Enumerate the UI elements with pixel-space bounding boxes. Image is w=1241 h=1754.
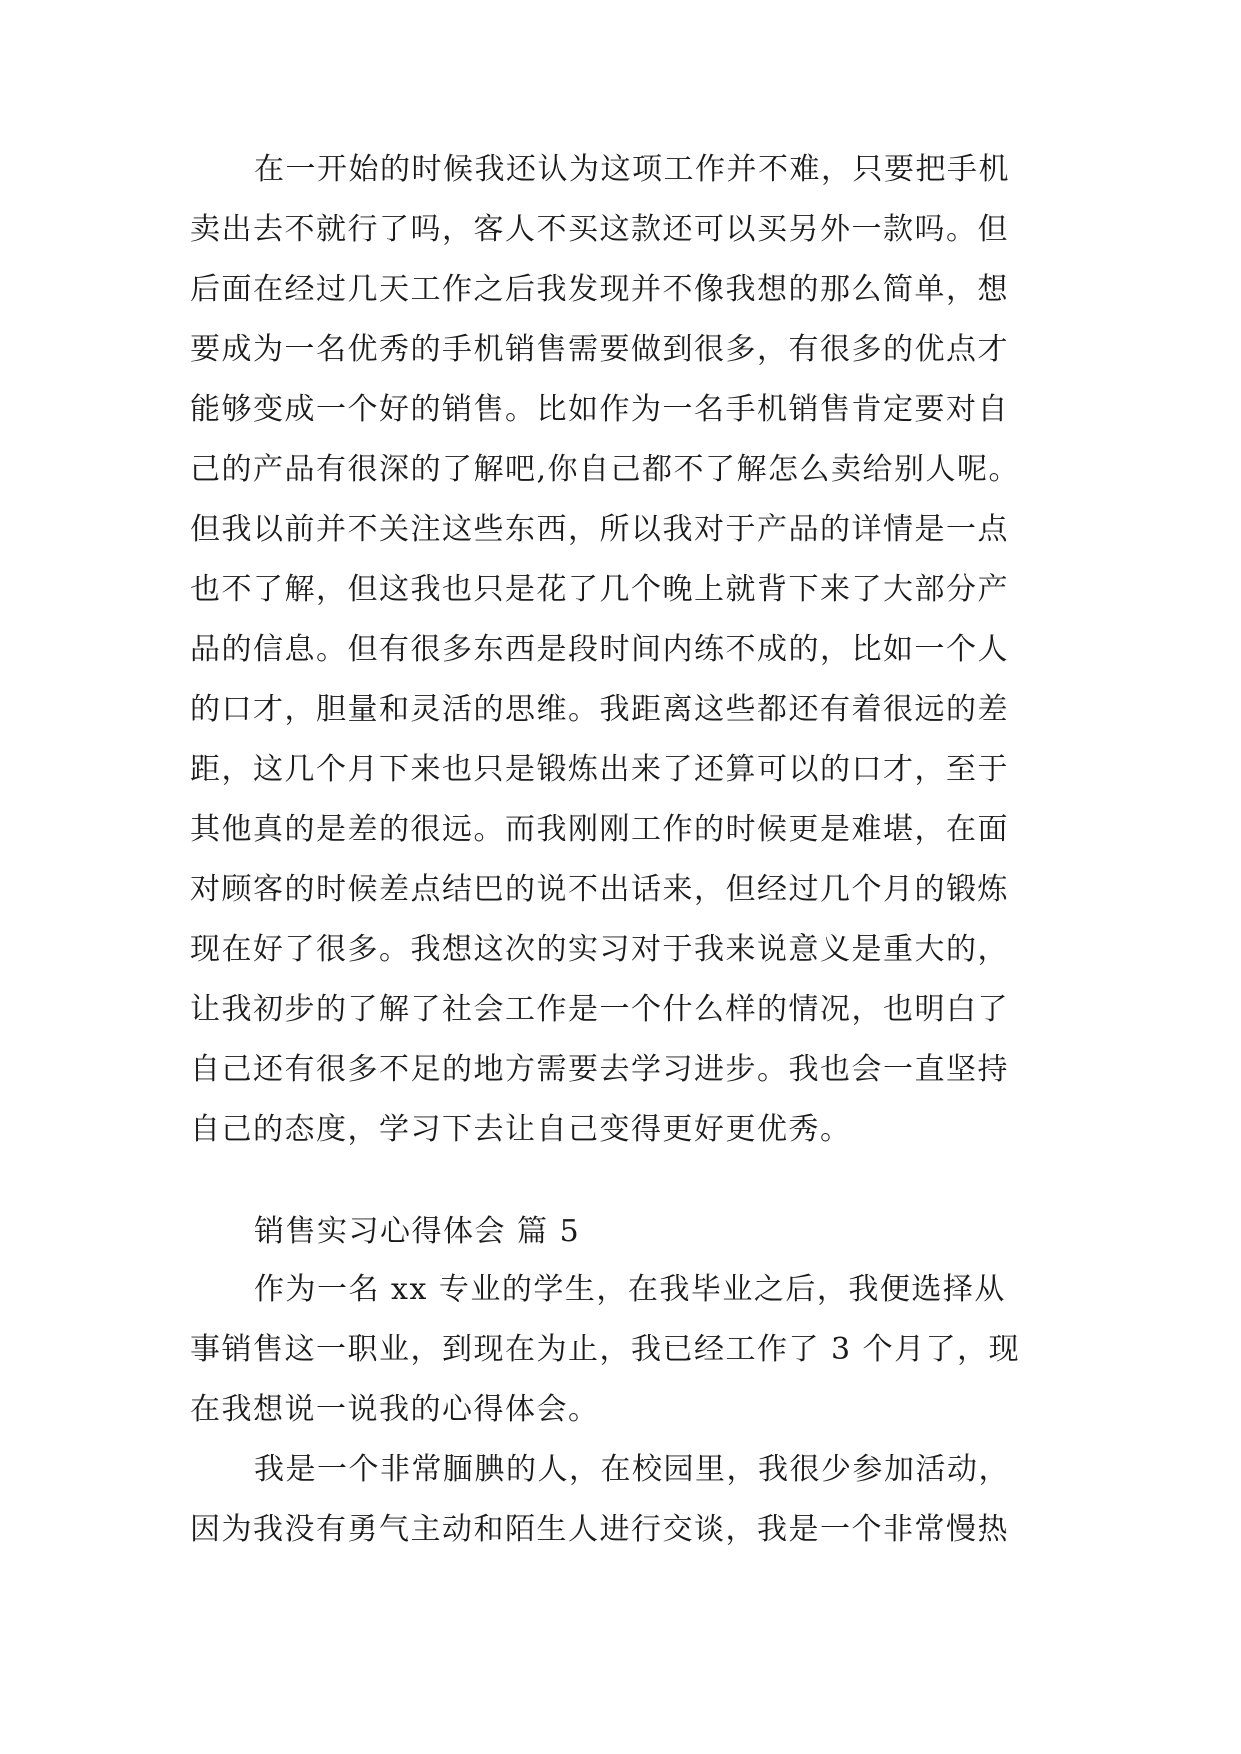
paragraph-line: 后面在经过几天工作之后我发现并不像我想的那么简单，想 xyxy=(190,272,1009,307)
paragraph-line: 要成为一名优秀的手机销售需要做到很多，有很多的优点才 xyxy=(190,332,1009,367)
paragraph-line: 现在好了很多。我想这次的实习对于我来说意义是重大的， xyxy=(190,932,1009,967)
paragraph-line: 品的信息。但有很多东西是段时间内练不成的，比如一个人 xyxy=(190,632,1009,667)
paragraph-line: 自己的态度，学习下去让自己变得更好更优秀。 xyxy=(190,1112,852,1147)
paragraph-line: 但我以前并不关注这些东西，所以我对于产品的详情是一点 xyxy=(190,512,1009,547)
paragraph-line: 己的产品有很深的了解吧,你自己都不了解怎么卖给别人呢。 xyxy=(190,452,1021,487)
paragraph-line: 我是一个非常腼腆的人，在校园里，我很少参加活动， xyxy=(254,1452,1010,1487)
paragraph-line: 卖出去不就行了吗，客人不买这款还可以买另外一款吗。但 xyxy=(190,212,1009,247)
paragraph-line: 自己还有很多不足的地方需要去学习进步。我也会一直坚持 xyxy=(190,1052,1009,1087)
paragraph-line: 在一开始的时候我还认为这项工作并不难，只要把手机 xyxy=(254,152,1010,187)
paragraph-line: 能够变成一个好的销售。比如作为一名手机销售肯定要对自 xyxy=(190,392,1009,427)
paragraph-line: 对顾客的时候差点结巴的说不出话来，但经过几个月的锻炼 xyxy=(190,872,1009,907)
paragraph-line: 让我初步的了解了社会工作是一个什么样的情况，也明白了 xyxy=(190,992,1009,1027)
paragraph-line: 在我想说一说我的心得体会。 xyxy=(190,1392,600,1427)
paragraph-line: 距，这几个月下来也只是锻炼出来了还算可以的口才，至于 xyxy=(190,752,1009,787)
paragraph-line: 也不了解，但这我也只是花了几个晚上就背下来了大部分产 xyxy=(190,572,1009,607)
section-heading: 销售实习心得体会 篇 5 xyxy=(254,1214,581,1249)
paragraph-line: 因为我没有勇气主动和陌生人进行交谈，我是一个非常慢热 xyxy=(190,1512,1009,1547)
paragraph-line: 作为一名 xx 专业的学生，在我毕业之后，我便选择从 xyxy=(254,1272,1006,1307)
paragraph-line: 其他真的是差的很远。而我刚刚工作的时候更是难堪，在面 xyxy=(190,812,1009,847)
paragraph-line: 事销售这一职业，到现在为止，我已经工作了 3 个月了，现 xyxy=(190,1332,1021,1367)
paragraph-line: 的口才，胆量和灵活的思维。我距离这些都还有着很远的差 xyxy=(190,692,1009,727)
